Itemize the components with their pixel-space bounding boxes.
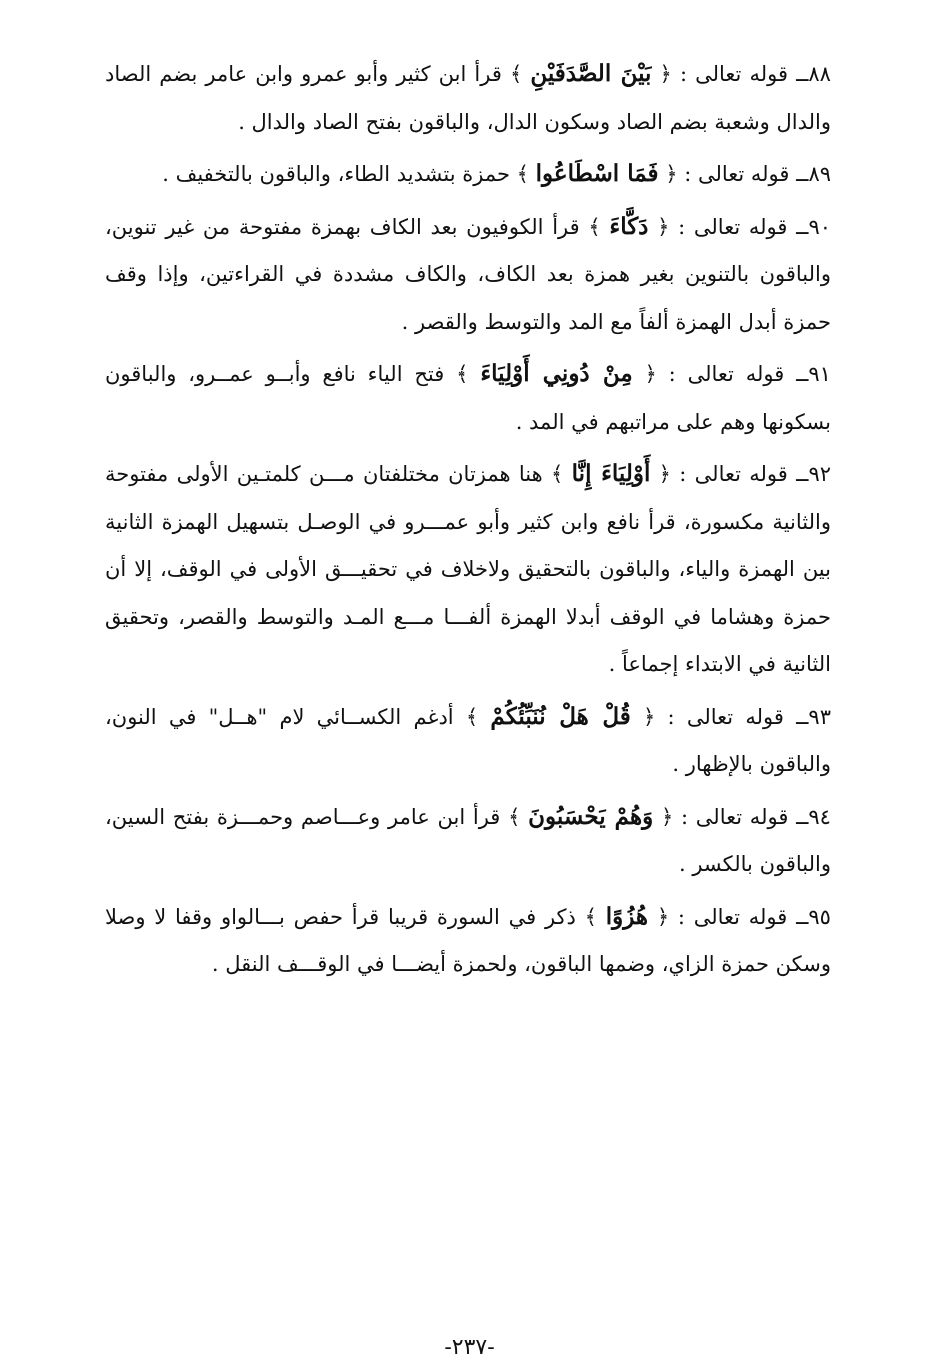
entry-number: ٩٣ــ bbox=[796, 704, 831, 729]
open-bracket: ﴿ bbox=[660, 804, 674, 829]
quran-phrase: مِنْ دُونِي أَوْلِيَاءَ bbox=[480, 360, 633, 387]
entry-text: فتح الياء نافع وأبــو عمــرو، والباقون بسكونها وهم على مراتبهم في المد . bbox=[105, 362, 831, 434]
intro-label: قوله تعالى : bbox=[684, 162, 790, 186]
entry-number: ٨٨ــ bbox=[796, 62, 831, 86]
intro-label: قوله تعالى : bbox=[667, 704, 784, 729]
close-bracket: ﴾ bbox=[551, 462, 564, 486]
quran-phrase: دَكَّاءَ bbox=[609, 212, 649, 240]
intro-label: قوله تعالى : bbox=[677, 904, 788, 929]
entry-95 bbox=[105, 893, 831, 989]
entry-number: ٩٢ــ bbox=[796, 462, 831, 486]
quran-phrase: بَيْنَ الصَّدَفَيْنِ bbox=[530, 60, 652, 87]
close-bracket: ﴾ bbox=[465, 704, 479, 729]
entry-number: ٩٥ــ bbox=[796, 904, 831, 929]
intro-label: قوله تعالى : bbox=[668, 362, 785, 386]
entry-number: ٩١ــ bbox=[796, 362, 831, 386]
entry-text: ذكر في السورة قريبا قرأ حفص بـــالواو وقفا لا وصلا وسكن حمزة الزاي، وضمها الباقون، ولحمزة أيضـــا في الوقـــف النقل . bbox=[105, 904, 831, 976]
open-bracket: ﴿ bbox=[644, 362, 657, 386]
close-bracket: ﴾ bbox=[588, 214, 601, 239]
close-bracket: ﴾ bbox=[584, 904, 597, 929]
open-bracket: ﴿ bbox=[658, 462, 671, 486]
entry-number: ٩٠ــ bbox=[796, 214, 831, 239]
quran-phrase: وَهُمْ يَحْسَبُونَ bbox=[528, 802, 654, 830]
entry-88 bbox=[105, 50, 831, 146]
close-bracket: ﴾ bbox=[509, 62, 523, 86]
entry-text: قرأ ابن كثير وأبو عمرو وابن عامر بضم الصاد والدال وشعبة بضم الصاد وسكون الدال، والباقون بفتح الصاد والدال . bbox=[105, 62, 831, 134]
entry-text: هنا همزتان مختلفتان مـــن كلمتـين الأولى مفتوحة والثانية مكسورة، قرأ نافع وابن كثير وأبو عمـــرو في الوصـل بتسهيل الهمزة الثانية بين الهمزة والياء، والباقون بالتحقيق ولاخلاف في تحقيـــق الأولى في الوقف، إلا أن حمزة وهشاما في الوقف أبدلا الهمزة ألفـــا مـــع المـد والتوسط والقصر، وتحقيق الثانية في الابتداء إجماعاً . bbox=[105, 462, 831, 676]
open-bracket: ﴿ bbox=[657, 214, 670, 239]
page-number: -٢٣٧- bbox=[444, 1335, 495, 1360]
entry-94 bbox=[105, 793, 831, 889]
close-bracket: ﴾ bbox=[516, 162, 529, 186]
entry-text: قرأ ابن عامر وعـــاصم وحمـــزة بفتح السين، والباقون بالكسر . bbox=[105, 804, 831, 876]
quran-phrase: أَوْلِيَاءَ إِنَّا bbox=[571, 460, 651, 487]
entry-text: حمزة بتشديد الطاء، والباقون بالتخفيف . bbox=[162, 162, 510, 186]
entry-number: ٩٤ــ bbox=[796, 804, 831, 829]
open-bracket: ﴿ bbox=[659, 62, 672, 86]
close-bracket: ﴾ bbox=[456, 362, 469, 386]
quran-phrase: فَمَا اسْطَاعُوا bbox=[535, 160, 659, 187]
entry-number: ٨٩ــ bbox=[796, 162, 831, 186]
open-bracket: ﴿ bbox=[665, 162, 678, 186]
entry-90 bbox=[105, 203, 831, 347]
page-content bbox=[105, 50, 831, 993]
open-bracket: ﴿ bbox=[642, 704, 656, 729]
intro-label: قوله تعالى : bbox=[681, 804, 789, 829]
entry-text: أدغم الكســائي لام "هــل" في النون، والباقون بالإظهار . bbox=[105, 704, 831, 776]
quran-phrase: هُزُوًا bbox=[605, 902, 649, 930]
intro-label: قوله تعالى : bbox=[679, 462, 788, 486]
entry-91 bbox=[105, 350, 831, 446]
close-bracket: ﴾ bbox=[508, 804, 521, 829]
entry-92 bbox=[105, 450, 831, 689]
entry-89 bbox=[105, 150, 831, 199]
intro-label: قوله تعالى : bbox=[678, 214, 788, 239]
quran-phrase: قُلْ هَلْ نُنَبِّئُكُمْ bbox=[490, 702, 631, 730]
entry-text: قرأ الكوفيون بعد الكاف بهمزة مفتوحة من غير تنوين، والباقون بالتنوين بغير همزة بعد الكاف، والكاف مشددة في القراءتين، وإذا وقف حمزة أبدل الهمزة ألفاً مع المد والتوسط والقصر . bbox=[105, 214, 831, 334]
open-bracket: ﴿ bbox=[656, 904, 670, 929]
entry-93 bbox=[105, 693, 831, 789]
intro-label: قوله تعالى : bbox=[679, 62, 788, 86]
